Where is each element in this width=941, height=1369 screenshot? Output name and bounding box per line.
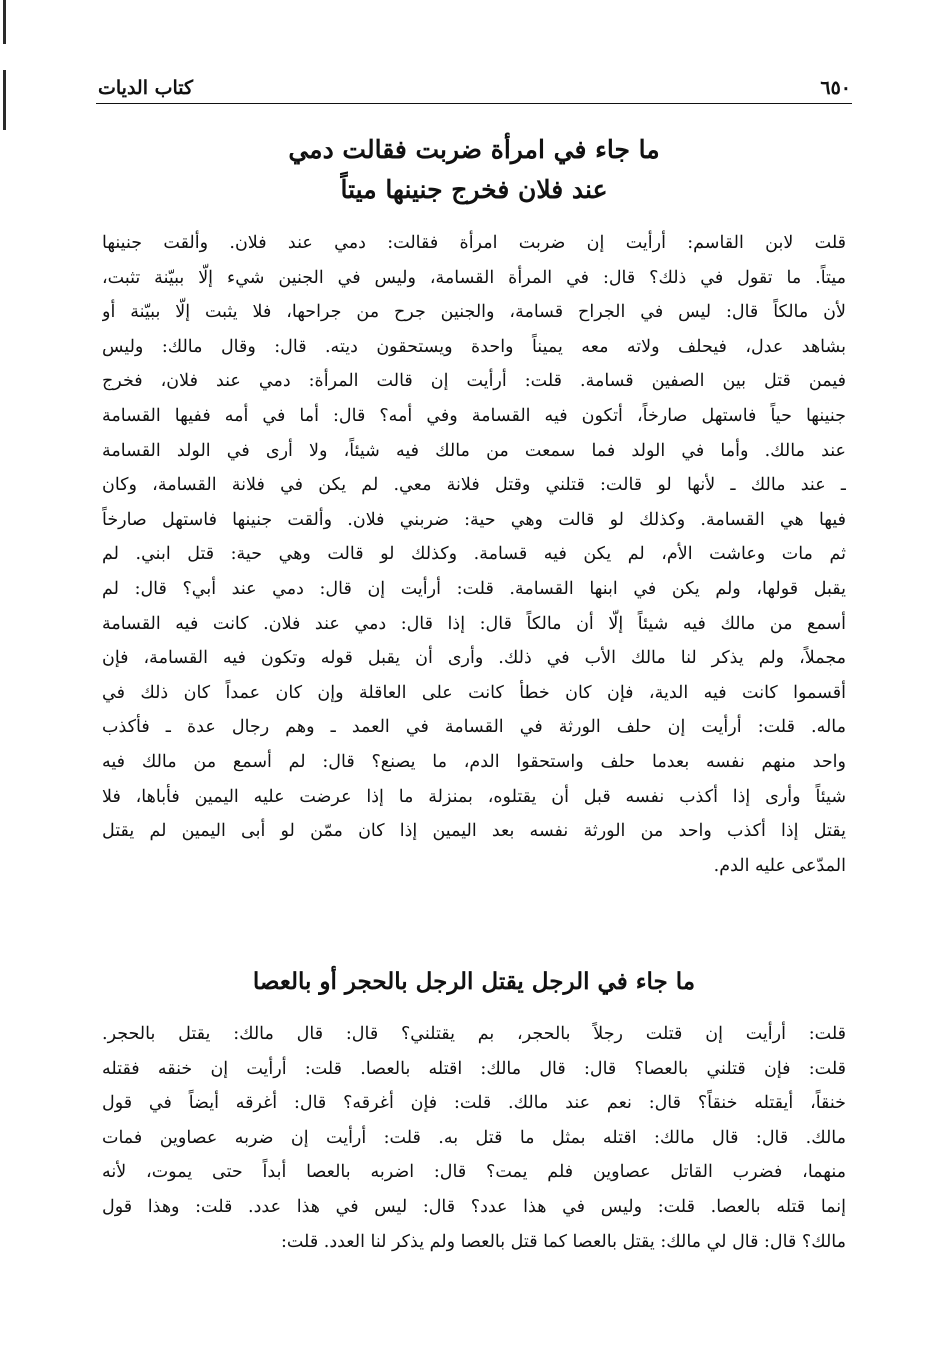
- section-2-body: [102, 1017, 846, 1259]
- text-line: لأن مالكاً قال: ليس في الجراح قسامة، والجنين جرح من جراحها، فلا يثبت إلّا ببيّنة أو: [102, 302, 846, 323]
- chapter-title-line-2: عند فلان فخرج جنينها ميتاً: [340, 175, 608, 204]
- text-line: جنينها حياً فاستهل صارخاً، أتكون فيه القسامة وفي أمه؟ قال: أما في أمه ففيها القسامة: [102, 405, 846, 426]
- text-line: يقبل قولها، ولم يكن في ابنها القسامة. قلت: أرأيت إن قال: دمي عند أبي؟ قال: لم: [102, 578, 846, 599]
- text-line: خنقاً، أيقتله خنقاً؟ قال: نعم عند مالك. قلت: فإن أغرقه؟ قال: أغرقه أيضاً في قول: [102, 1093, 846, 1114]
- text-line: قلت لابن القاسم: أرأيت إن ضربت امرأة فقالت: دمي عند فلان. وألقت جنينها: [102, 233, 846, 253]
- text-line: قلت: أرأيت إن قتلت رجلاً بالحجر، بم يقتلني؟ قال: قال مالك: يقتل بالحجر.: [102, 1024, 846, 1044]
- text-line: المدّعى عليه الدم.: [713, 855, 846, 876]
- running-header: [98, 70, 851, 100]
- header-rule: [96, 103, 852, 104]
- page-number: ٦٥٠: [820, 77, 851, 99]
- text-line: مالك. قال: قال مالك: اقتله بمثل ما قتل به. قلت: أرأيت إن ضربه عصاوين فمات: [102, 1127, 846, 1148]
- text-line: بشاهد عدل، فيحلف ولاته معه يميناً واحدة ويستحقون ديته. قال: وقال مالك: وليس: [102, 336, 846, 357]
- chapter-title: [96, 130, 852, 210]
- text-line: مجملاً، ولم يذكر لنا مالك الأب في ذلك. وأرى أن يقبل قوله وتكون فيه القسامة، فإن: [102, 648, 846, 669]
- text-line: شيئاً وأرى إذا أكذب نفسه قبل أن يقتلوه، بمنزلة ما إذا عرضت عليه اليمين فأباها، فلا: [102, 786, 846, 807]
- text-line: فيمن قتل بين الصفين قسامة. قلت: أرأيت إن قالت المرأة: دمي عند فلان، فخرج: [102, 371, 846, 392]
- text-line: منهما، فضرب القاتل عصاوين فلم يمت؟ قال: اضربه بالعصا أبداً حتى يموت، لأنه: [102, 1162, 846, 1183]
- chapter-title-line-1: ما جاء في امرأة ضربت فقالت دمي: [288, 135, 660, 164]
- page-edge-mark: [3, 70, 6, 130]
- section-2-title: ما جاء في الرجل يقتل الرجل بالحجر أو بالعصا: [252, 968, 696, 995]
- page-edge-mark: [3, 0, 6, 44]
- text-line: أسمع من مالك فيه شيئاً إلّا أن مالكاً قال: إذا قال: دمي عند فلان. كانت فيه القسامة: [102, 613, 846, 634]
- text-line: ماله. قلت: أرأيت إن حلف الورثة في القسامة في العمد ـ وهم رجال عدة ـ فأكذب: [102, 717, 846, 738]
- text-line: عند مالك. وأما في الولد فما سمعت من مالك فيه شيئاً، ولا أرى في الولد القسامة: [102, 440, 846, 461]
- section-1-body: [102, 226, 846, 883]
- text-line: واحد منهم نفسه بعدما حلف واستحقوا الدم، ما يصنع؟ قال: لم أسمع من مالك فيه: [102, 751, 846, 772]
- text-line: مالك؟ قال: قال لي مالك: يقتل بالعصا كما قتل بالعصا ولم يذكر لنا العدد. قلت:: [280, 1231, 846, 1252]
- text-line: إنما قتله بالعصا. قلت: وليس في هذا عدد؟ قال: ليس في هذا عدد. قلت: وهذا قول: [102, 1196, 846, 1217]
- text-line: ثم مات وعاشت الأم، لم يكن فيه قسامة. وكذلك لو قالت وهي حية: قتل ابني. لم: [102, 544, 846, 565]
- text-line: قلت: فإن قتلني بالعصا؟ قال: قال مالك: اقتله بالعصا. قلت: أرأيت إن خنقه فقتله: [102, 1058, 846, 1079]
- text-line: ـ عند مالك ـ لأنها لو قالت: قتلني وقتل فلانة معي. لم يكن في فلانة القسامة، وكان: [102, 475, 846, 496]
- book-title: كتاب الديات: [98, 77, 194, 99]
- text-line: ميتاً. ما تقول في ذلك؟ قال: في المرأة القسامة، وليس في الجنين شيء إلّا ببيّنة تثبت،: [102, 267, 846, 288]
- text-line: فيها هي القسامة. وكذلك لو قالت وهي حية: ضربني فلان. وألقت جنينها فاستهل صارخاً: [102, 509, 846, 530]
- text-line: أقسموا كانت فيه الدية، فإن كان خطأ كانت على العاقلة وإن كان عمداً كان ذلك في: [102, 682, 846, 703]
- text-line: يقتل إذا أكذب واحد من الورثة نفسه بعد اليمين إذا كان ممّن لو أبى اليمين لم يقتل: [102, 821, 846, 842]
